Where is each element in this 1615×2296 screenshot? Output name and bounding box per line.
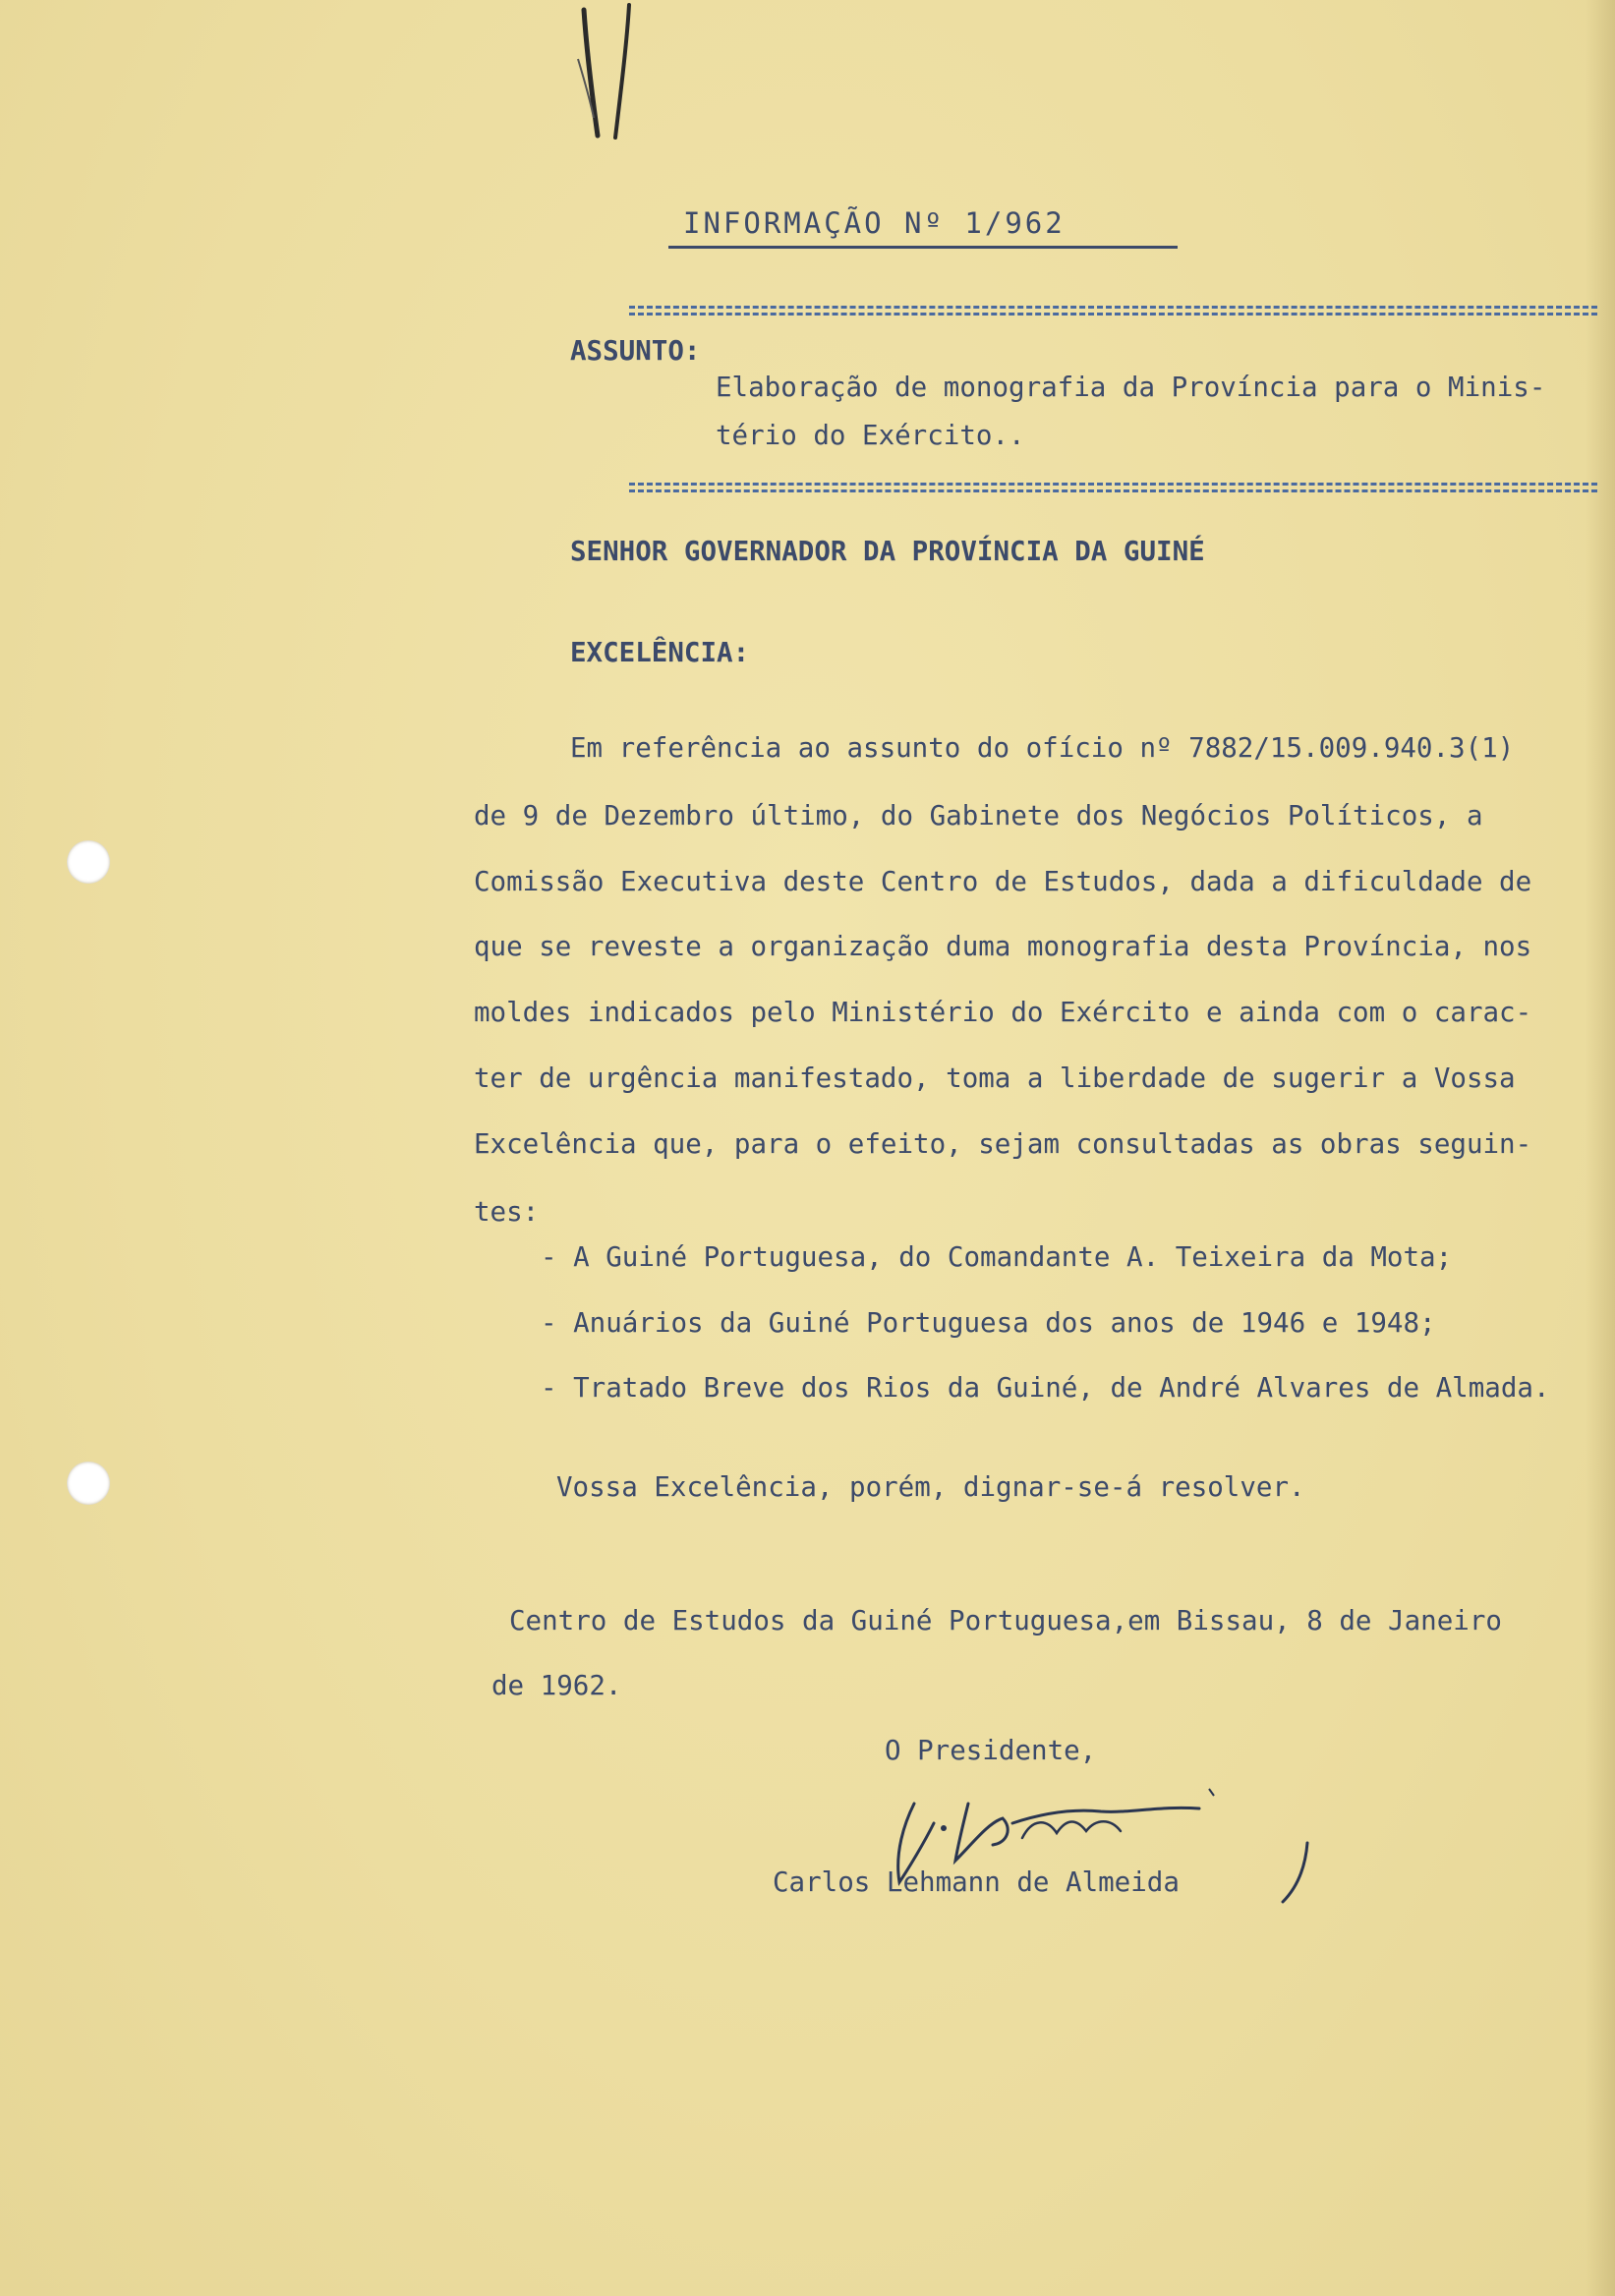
- staple-marks: [570, 0, 659, 147]
- body-line-8: tes:: [474, 1196, 540, 1228]
- body-line-2: de 9 de Dezembro último, do Gabinete dos Negócios Políticos, a: [474, 800, 1483, 832]
- subject-line-1: Elaboração de monografia da Província para o Minis-: [716, 372, 1546, 403]
- subject-label: ASSUNTO:: [570, 335, 701, 367]
- signatory-name: Carlos Lehmann de Almeida: [773, 1866, 1180, 1898]
- handwritten-tick-mark: [1278, 1838, 1317, 1907]
- place-date-line-1: Centro de Estudos da Guiné Portuguesa,em Bissau, 8 de Janeiro: [509, 1605, 1502, 1636]
- body-line-4: que se reveste a organização duma monografia desta Província, nos: [474, 931, 1532, 962]
- signatory-title: O Presidente,: [885, 1735, 1097, 1766]
- work-item-1: - A Guiné Portuguesa, do Comandante A. Teixeira da Mota;: [541, 1241, 1453, 1273]
- addressee: SENHOR GOVERNADOR DA PROVÍNCIA DA GUINÉ: [570, 536, 1205, 567]
- place-date-line-2: de 1962.: [491, 1670, 622, 1701]
- work-item-2: - Anuários da Guiné Portuguesa dos anos de 1946 e 1948;: [541, 1307, 1436, 1339]
- punch-hole-top: [67, 840, 110, 884]
- title-underline: [668, 246, 1178, 249]
- document-title: INFORMAÇÃO Nº 1/962: [683, 206, 1066, 240]
- body-line-1: Em referência ao assunto do ofício nº 7882/15.009.940.3(1): [570, 732, 1515, 764]
- body-line-3: Comissão Executiva deste Centro de Estudos, dada a dificuldade de: [474, 866, 1532, 897]
- work-item-3: - Tratado Breve dos Rios da Guiné, de André Alvares de Almada.: [541, 1372, 1550, 1404]
- divider-top: [629, 306, 1597, 316]
- body-line-7: Excelência que, para o efeito, sejam consultadas as obras seguin-: [474, 1128, 1532, 1160]
- body-line-5: moldes indicados pelo Ministério do Exército e ainda com o carac-: [474, 997, 1532, 1028]
- closing-line: Vossa Excelência, porém, dignar-se-á resolver.: [556, 1471, 1305, 1503]
- subject-line-2: tério do Exército..: [716, 420, 1025, 451]
- divider-bottom: [629, 483, 1597, 492]
- punch-hole-bottom: [67, 1462, 110, 1505]
- paper-edge-shadow: [1586, 0, 1615, 2296]
- body-line-6: ter de urgência manifestado, toma a liberdade de sugerir a Vossa: [474, 1062, 1516, 1094]
- salutation: EXCELÊNCIA:: [570, 637, 750, 668]
